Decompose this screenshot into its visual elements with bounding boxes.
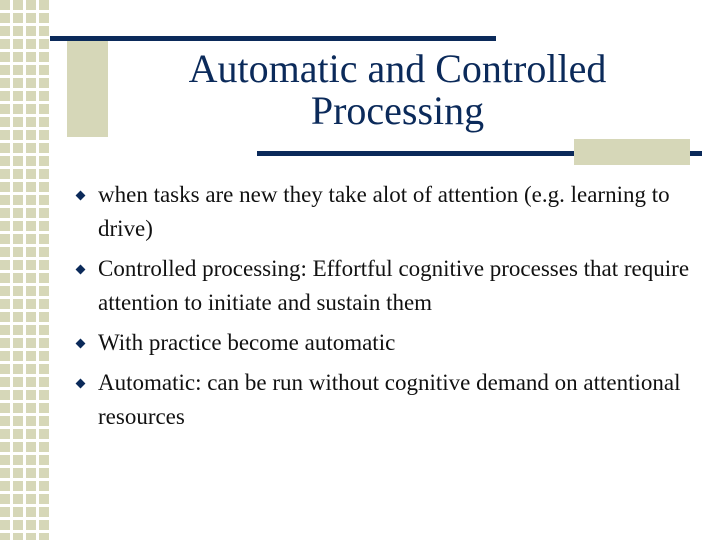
diamond-bullet-icon [76,339,86,349]
bullet-list [76,178,696,440]
bullet-text: Controlled processing: Effortful cognitive processes that require attention to initiate and sustain them [98,256,690,315]
bullet-item [76,366,696,434]
bullet-text: when tasks are new they take alot of attention (e.g. learning to drive) [98,182,670,241]
bullet-text: With practice become automatic [98,330,396,355]
bullet-item [76,178,696,246]
slide-title-line-1: Automatic and Controlled [188,46,607,91]
bullet-item [76,252,696,320]
diamond-bullet-icon [76,265,86,275]
title-decoration-bar-top [50,36,496,41]
diamond-bullet-icon [76,379,86,389]
slide-title-line-2: Processing [310,88,485,133]
left-decorative-grid [0,0,50,540]
bullet-item [76,326,696,360]
diamond-bullet-icon [76,191,86,201]
bullet-text: Automatic: can be run without cognitive demand on attentional resources [98,370,681,429]
title-decoration-block-right [574,139,690,165]
slide-title [120,48,675,132]
title-decoration-block-left [67,37,108,137]
